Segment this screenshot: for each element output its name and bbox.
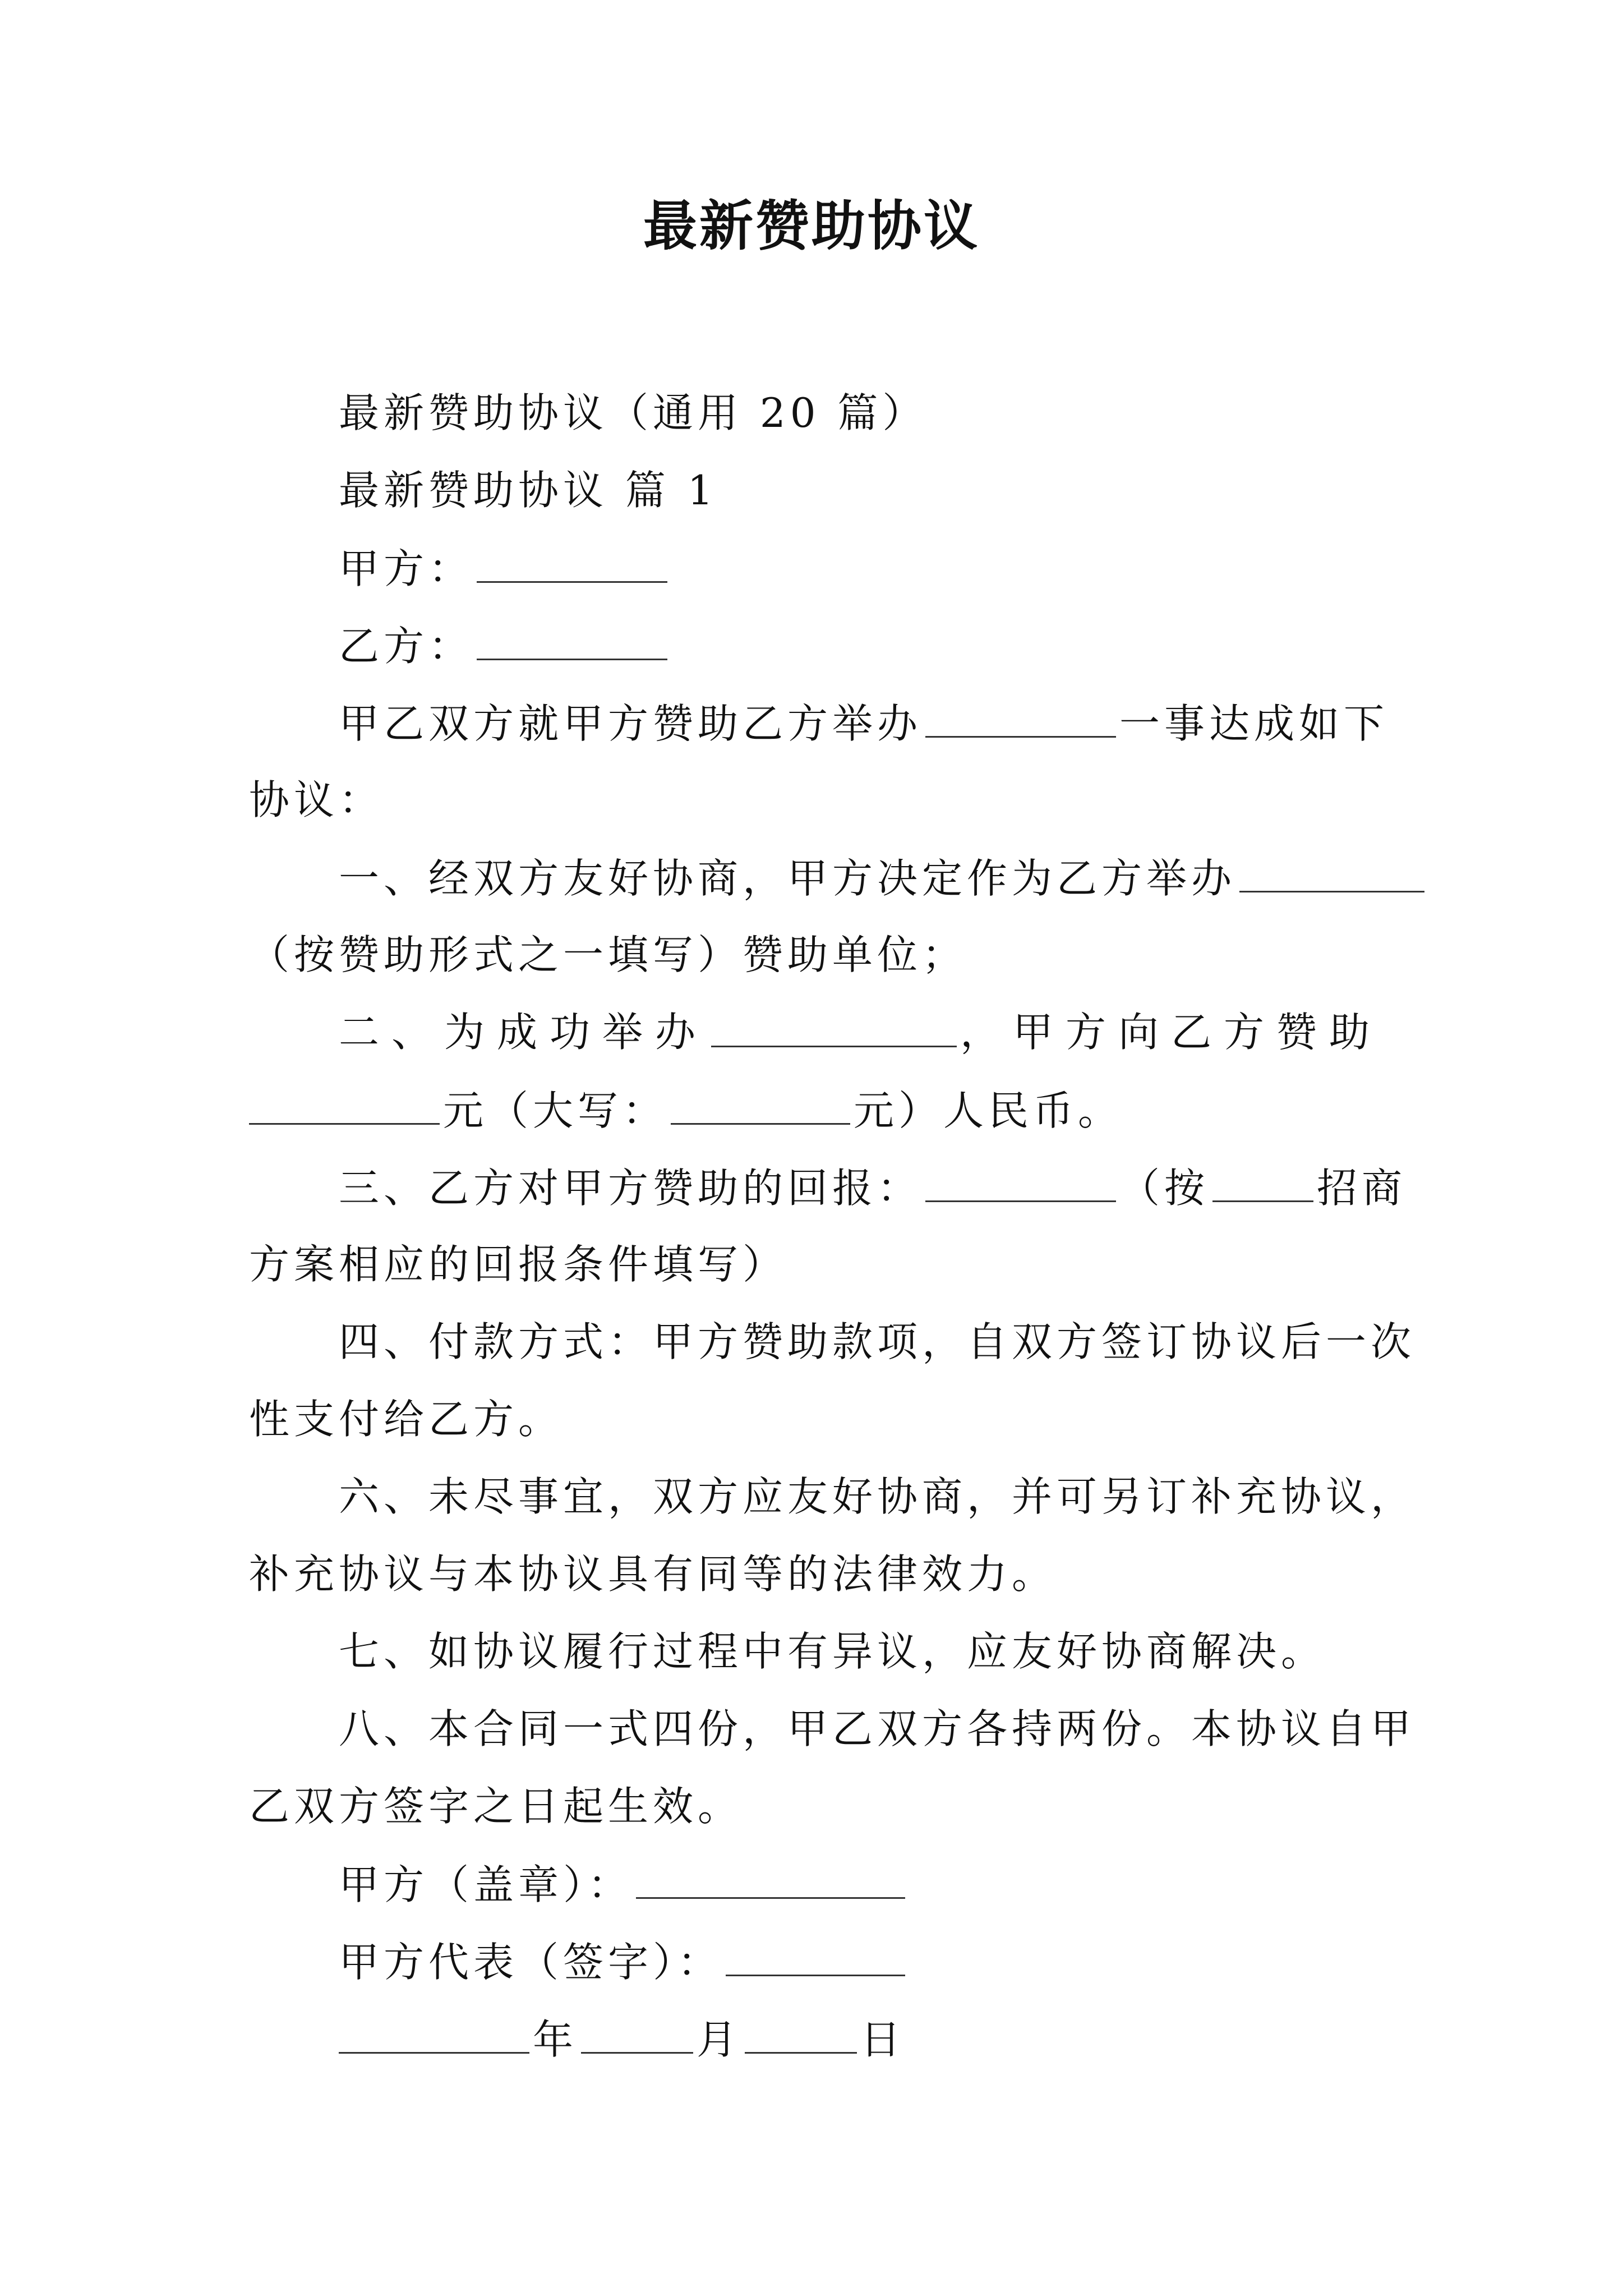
date-month: 月 [697,2016,742,2063]
intro-line-1 [339,700,1389,747]
date-line [339,2016,906,2063]
document-title: 最新赞助协议 [643,194,980,257]
day-blank[interactable] [745,2018,857,2054]
party-b-line [339,623,671,670]
clause-8-line-1: 八、本合同一式四份，甲乙双方各持两份。本协议自甲 [339,1705,1416,1752]
representative-line [339,1939,909,1986]
clause-3-text-2: （按 [1119,1165,1210,1212]
intro-text-1: 甲乙双方就甲方赞助乙方举办 [339,700,923,747]
seal-blank[interactable] [636,1864,905,1899]
year-blank[interactable] [339,2018,529,2054]
party-a-label: 甲方： [339,545,474,592]
representative-blank[interactable] [726,1941,905,1976]
clause-4-line-2: 性支付给乙方。 [249,1396,564,1443]
clause-2-event-blank[interactable] [711,1012,957,1047]
month-blank[interactable] [581,2018,693,2054]
clause-2-yuan: 元（大写： [443,1087,668,1134]
clause-2-text-2: ，甲方向乙方赞助 [960,1009,1382,1056]
clause-6-line-2: 补充协议与本协议具有同等的法律效力。 [249,1550,1057,1598]
date-day: 日 [860,2016,906,2063]
return-blank[interactable] [925,1167,1116,1202]
party-a-blank[interactable] [477,547,667,583]
representative-label: 甲方代表（签字）： [339,1939,723,1986]
clause-8-line-2: 乙双方签字之日起生效。 [249,1783,743,1830]
clause-3-line-1 [339,1165,1407,1212]
seal-label: 甲方（盖章）： [339,1861,633,1908]
party-a-line [339,545,671,592]
clause-1-text: 一、经双方友好协商，甲方决定作为乙方举办 [339,855,1237,902]
date-year: 年 [533,2016,578,2063]
section-heading: 最新赞助协议 篇 1 [339,467,718,514]
clause-2-text-1: 二、为成功举办 [339,1009,708,1056]
clause-3-text-3: 招商 [1317,1165,1407,1212]
clause-3-line-2: 方案相应的回报条件填写） [249,1241,788,1288]
clause-2-line-2 [249,1087,1123,1134]
document-subtitle: 最新赞助协议（通用 20 篇） [339,389,928,436]
intro-text-2: 一事达成如下 [1119,700,1389,747]
amount-uppercase-blank[interactable] [671,1089,850,1125]
event-blank[interactable] [925,702,1116,738]
sponsor-form-blank[interactable] [1239,857,1424,892]
clause-1-line-1 [339,855,1428,902]
plan-blank[interactable] [1212,1167,1313,1202]
intro-line-2: 协议： [249,776,384,823]
clause-2-line-1 [339,1009,1382,1056]
party-b-label: 乙方： [339,623,474,670]
clause-4-line-1: 四、付款方式：甲方赞助款项，自双方签订协议后一次 [339,1318,1416,1365]
party-b-blank[interactable] [477,625,667,660]
clause-6-line-1: 六、未尽事宜，双方应友好协商，并可另订补充协议， [339,1473,1416,1520]
clause-1-line-2: （按赞助形式之一填写）赞助单位； [249,931,967,978]
amount-blank[interactable] [249,1089,440,1125]
clause-3-text-1: 三、乙方对甲方赞助的回报： [339,1165,923,1212]
seal-line [339,1861,909,1908]
clause-7-line-1: 七、如协议履行过程中有异议，应友好协商解决。 [339,1628,1326,1675]
clause-2-end: 元）人民币。 [854,1087,1123,1134]
